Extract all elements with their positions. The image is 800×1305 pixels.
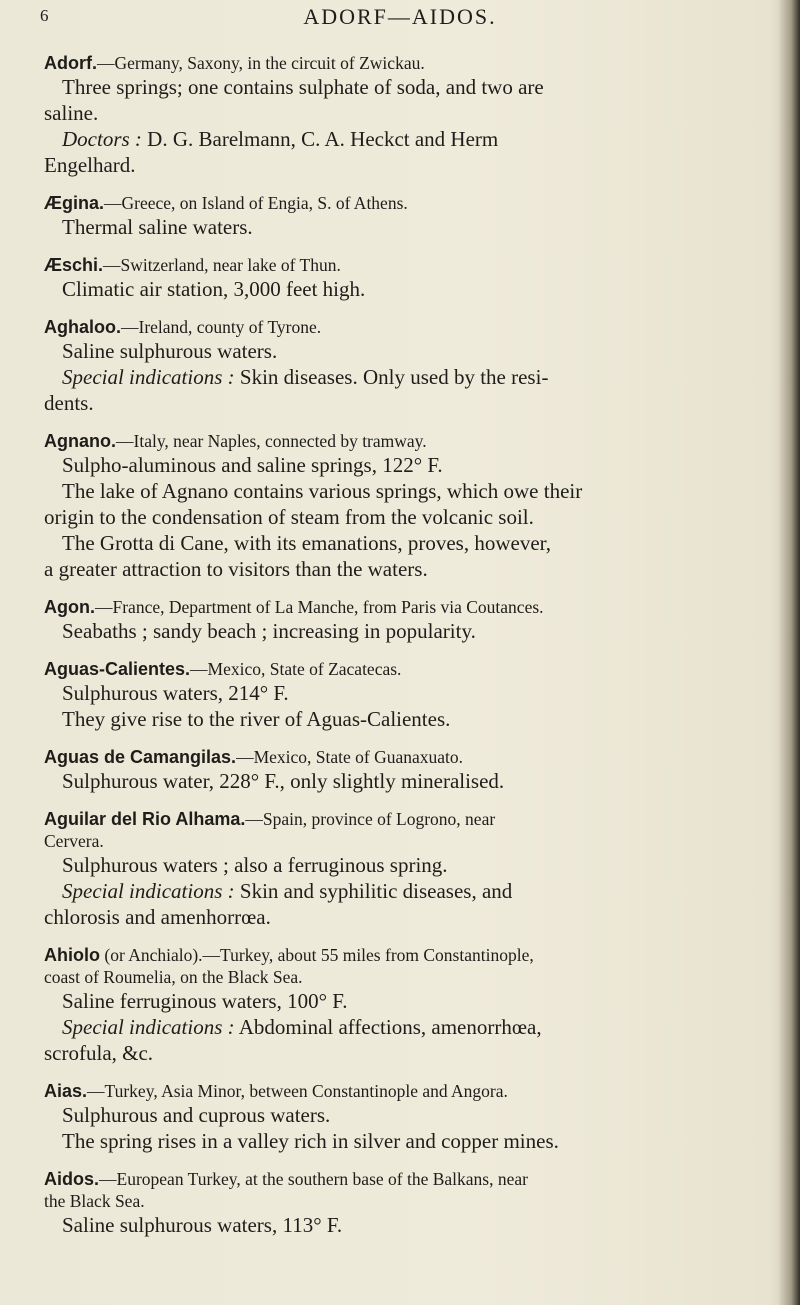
entry-text: Saline ferruginous waters, 100° F.: [62, 989, 348, 1013]
entry-text-line: [44, 74, 774, 100]
entry-location: —Ireland, county of Tyrone.: [121, 317, 322, 337]
entry-text: Climatic air station, 3,000 feet high.: [62, 277, 366, 301]
entry-text-line: [44, 618, 774, 644]
entry-heading: [44, 430, 774, 452]
entry: [44, 1080, 774, 1154]
entry-text-line: [44, 126, 774, 152]
entry-name: Agon.: [44, 597, 95, 617]
entry-location: —Italy, near Naples, connected by tramway.: [116, 431, 427, 451]
entry: [44, 944, 774, 1066]
page-header: [40, 4, 760, 30]
entry: [44, 254, 774, 302]
entry-text: Sulphurous waters, 214° F.: [62, 681, 289, 705]
entry-text-line: [44, 152, 774, 178]
entry-text-line: [44, 1040, 774, 1066]
entry-text-line: [44, 452, 774, 478]
entry-text: Saline sulphurous waters, 113° F.: [62, 1213, 343, 1237]
entry-text-line: [44, 680, 774, 706]
entry: [44, 52, 774, 178]
entry-text-line: [44, 904, 774, 930]
entry-text: The Grotta di Cane, with its emanations, proves, however,: [62, 531, 552, 555]
entry-name: Ahiolo: [44, 945, 100, 965]
entry-text-line: [44, 530, 774, 556]
entry-location: —Germany, Saxony, in the circuit of Zwickau.: [97, 53, 425, 73]
entry-text: dents.: [44, 391, 94, 415]
entry-text: They give rise to the river of Aguas-Calientes.: [62, 707, 451, 731]
entry-text-line: [44, 878, 774, 904]
entry-heading: [44, 316, 774, 338]
entry-text: Abdominal affections, amenorrhœa,: [234, 1015, 542, 1039]
entry-location: —Greece, on Island of Engia, S. of Athens.: [104, 193, 408, 213]
entry-text-line: [44, 504, 774, 530]
entry-heading: [44, 52, 774, 74]
entry-location: —Switzerland, near lake of Thun.: [103, 255, 341, 275]
entry-text-line: [44, 276, 774, 302]
entry: [44, 808, 774, 930]
entry: [44, 1168, 774, 1238]
entry-label: Special indications :: [62, 365, 235, 389]
entry-location-continued: the Black Sea.: [44, 1191, 145, 1211]
entry-heading: [44, 1080, 774, 1102]
entry-name: Agnano.: [44, 431, 116, 451]
entry-name: Æschi.: [44, 255, 104, 275]
entry-text-line: [44, 1102, 774, 1128]
entry-text-line: [44, 338, 774, 364]
entry-text: saline.: [44, 101, 99, 125]
entry-name: Aghaloo.: [44, 317, 121, 337]
entry-name: Aias.: [44, 1081, 88, 1101]
entry-list: [44, 52, 774, 1252]
entry-text-line: [44, 478, 774, 504]
entry-text-line: [44, 364, 774, 390]
entry-heading: [44, 254, 774, 276]
entry-text: chlorosis and amenhorrœa.: [44, 905, 271, 929]
entry-text: Skin diseases. Only used by the resi-: [234, 365, 549, 389]
entry-location-continued: Cervera.: [44, 831, 104, 851]
entry: [44, 430, 774, 582]
entry-text: origin to the condensation of steam from the volcanic soil.: [44, 505, 534, 529]
entry-name: Aidos.: [44, 1169, 100, 1189]
entry-text: Seabaths ; sandy beach ; increasing in popularity.: [62, 619, 476, 643]
entry-heading: [44, 192, 774, 214]
page-edge-shadow: [778, 0, 800, 1305]
entry-location: —Turkey, Asia Minor, between Constantinople and Angora.: [87, 1081, 508, 1101]
entry-label: Special indications :: [62, 879, 235, 903]
entry-text: scrofula, &c.: [44, 1041, 154, 1065]
entry: [44, 746, 774, 794]
entry-heading: [44, 746, 774, 768]
entry-text-line: [44, 214, 774, 240]
entry-name: Aguas de Camangilas.: [44, 747, 237, 767]
entry-text: Sulphurous and cuprous waters.: [62, 1103, 331, 1127]
entry-text: Sulpho-aluminous and saline springs, 122° F.: [62, 453, 443, 477]
entry-heading: [44, 944, 774, 966]
entry-label: Doctors :: [62, 127, 142, 151]
entry-location-continued: coast of Roumelia, on the Black Sea.: [44, 967, 303, 987]
entry-text-line: [44, 988, 774, 1014]
entry-text: Thermal saline waters.: [62, 215, 253, 239]
running-title: ADORF—AIDOS.: [303, 4, 497, 29]
entry-text: a greater attraction to visitors than the waters.: [44, 557, 428, 581]
entry-location: —Mexico, State of Guanaxuato.: [236, 747, 464, 767]
entry-text: D. G. Barelmann, C. A. Heckct and Herm: [141, 127, 499, 151]
entry-text: Engelhard.: [44, 153, 136, 177]
entry-text-line: [44, 390, 774, 416]
entry: [44, 658, 774, 732]
entry: [44, 596, 774, 644]
entry-text-line: [44, 852, 774, 878]
entry-location: —France, Department of La Manche, from Paris via Coutances.: [95, 597, 544, 617]
entry: [44, 316, 774, 416]
page-number: 6: [40, 6, 49, 25]
entry-label: Special indications :: [62, 1015, 235, 1039]
entry-text-line: [44, 1128, 774, 1154]
entry-text-line: [44, 768, 774, 794]
entry-name: Ægina.: [44, 193, 105, 213]
entry-location: —Mexico, State of Zacatecas.: [190, 659, 402, 679]
entry-text: The spring rises in a valley rich in silver and copper mines.: [62, 1129, 559, 1153]
entry-text: Saline sulphurous waters.: [62, 339, 278, 363]
entry-text: The lake of Agnano contains various springs, which owe their: [62, 479, 583, 503]
entry-name: Adorf.: [44, 53, 97, 73]
entry-location: (or Anchialo).—Turkey, about 55 miles from Constantinople,: [100, 945, 534, 965]
entry-heading: [44, 596, 774, 618]
entry-name: Aguas-Calientes.: [44, 659, 191, 679]
entry-text-line: [44, 100, 774, 126]
entry-text-line: [44, 556, 774, 582]
entry-text: Skin and syphilitic diseases, and: [234, 879, 513, 903]
entry-name: Aguilar del Rio Alhama.: [44, 809, 246, 829]
entry-text: Three springs; one contains sulphate of soda, and two are: [62, 75, 544, 99]
entry-heading: [44, 658, 774, 680]
entry-text: Sulphurous waters ; also a ferruginous spring.: [62, 853, 448, 877]
entry: [44, 192, 774, 240]
entry-text: Sulphurous water, 228° F., only slightly mineralised.: [62, 769, 505, 793]
entry-location: —European Turkey, at the southern base of the Balkans, near: [99, 1169, 528, 1189]
entry-heading: [44, 808, 774, 830]
entry-text-line: [44, 1014, 774, 1040]
entry-text-line: [44, 706, 774, 732]
entry-location: —Spain, province of Logrono, near: [245, 809, 496, 829]
entry-text-line: [44, 1212, 774, 1238]
entry-heading: [44, 1168, 774, 1190]
